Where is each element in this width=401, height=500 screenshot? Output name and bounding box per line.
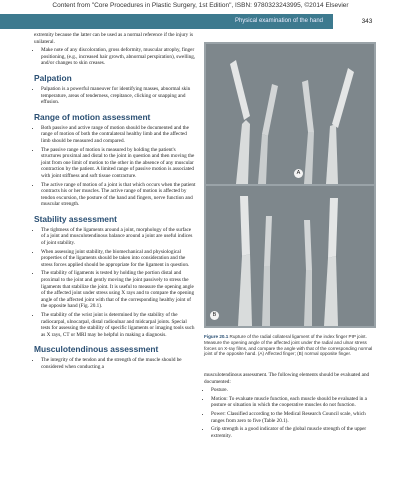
list-item: • Power: Classified according to the Medical Research Council scale, which ranges from zero to five (Table 20.1). (211, 411, 376, 424)
xray-image (290, 44, 374, 184)
list-item: • Both passive and active range of motion should be documented and the range of motion of both the contralateral healthy limb and the affected limb should be measured and compared. (41, 125, 196, 145)
page-number: 343 (333, 14, 401, 29)
xray-figure (204, 42, 376, 328)
list-item: • The active range of motion of a joint is that which occurs when the patient contracts his or her muscles. The active range of motion is affected by tendon excursion, the posture of the hand and fingers, nerve function and muscular strength. (41, 182, 196, 208)
xray-image (206, 44, 290, 184)
section-heading-stability: Stability assessment (34, 213, 117, 224)
list-item: • When assessing joint stability, the biomechanical and physiological properties of the ligaments should be taken into consideration and the stress forces applied should be appropriate for the ligament in question. (41, 249, 196, 269)
figure-caption-text: Rupture of the radial collateral ligament of the index finger PIP joint. Measure the opening angle of the affected joint under the radial and ulnar stress forces on X-ray films, and compare the angle with that of the corresponding normal joint of the opposite hand. (A) Affected finger; (B) normal opposite finger. (204, 334, 373, 357)
list-item: • The tightness of the ligaments around a joint, morphology of the surface of a joint and musculotendinous balance around a joint are useful indices of joint stability. (41, 227, 196, 247)
list-item: • Posture. (211, 387, 376, 394)
palpation-list (34, 86, 196, 106)
list-item: • The passive range of motion is measured by holding the patient's structures proximal and distal to the joint in question and then moving the joint from one limit of motion to the other in the absence of any muscular contraction by the patient. A limited range of passive motion is associated with joint stiffness and soft tissue contracture. (41, 147, 196, 180)
right-column (204, 372, 376, 442)
intro-paragraph: musculotendinous assessment. The following elements should be evaluated and documented: (204, 372, 370, 385)
section-heading-musculotendinous: Musculotendinous assessment (34, 344, 159, 355)
rom-list (34, 125, 196, 208)
figure-caption-label: Figure 20.1 (204, 334, 229, 339)
figure-label-a: A (294, 169, 303, 178)
musculo-list (34, 357, 196, 370)
xray-panel-a-stress-2 (290, 44, 374, 184)
stability-list (34, 227, 196, 339)
observation-list (34, 47, 196, 67)
running-header (0, 14, 401, 29)
list-item: • The stability of the wrist joint is determined by the stability of the radiocarpal, ulnocarpal, distal radioulnar and midcarpal joints. Special tests for assessing the stability of specific ligaments or imaging tools such as X rays, CT or MRI may be helpful in making a diagnosis. (41, 312, 196, 338)
section-heading-palpation: Palpation (34, 72, 72, 83)
running-title: Physical examination of the hand (234, 18, 323, 24)
section-heading-range-of-motion: Range of motion assessment (34, 111, 151, 122)
intro-paragraph: extremity because the latter can be used as a normal reference if the injury is unilateral. (34, 32, 194, 45)
list-item: • The stability of ligaments is tested by holding the portion distal and proximal to the joint and gently moving the joint passively to stress the ligaments that stabilize the joint. It is useful to measure the opening angle of the affected joint under stress using X rays and to compare the opening angle of the affected joint with that of the corresponding healthy joint of the opposite hand (Fig. 20.1). (41, 270, 196, 310)
list-item: • Palpation is a powerful maneuver for identifying masses, abnormal skin temperature, areas of tenderness, crepitance, clicking or snapping and effusion. (41, 86, 196, 106)
xray-image (290, 186, 374, 326)
xray-panel-b-stress-1 (206, 186, 290, 326)
figure-caption (204, 334, 376, 357)
source-banner: Content from "Core Procedures in Plastic Surgery, 1st Edition", ISBN: 9780323243995, ©2014 Elsevier (52, 2, 349, 9)
list-item: • Make note of any discoloration, gross deformity, muscular atrophy, finger positioning, (e.g., increased hair growth, abnormal perspiration), swelling, and/or changes to skin creases. (41, 47, 196, 67)
xray-panel-a-stress-1 (206, 44, 290, 184)
musculo-elements-list (204, 387, 376, 439)
list-item: • The integrity of the tendon and the strength of the muscle should be considered when conducting a (41, 357, 196, 370)
figure-label-b: B (210, 311, 219, 320)
list-item: • Motion: To evaluate muscle function, each muscle should be evaluated in a posture or situation in which the cooperative muscles do not function. (211, 396, 376, 409)
xray-panel-b-stress-2 (290, 186, 374, 326)
xray-image (206, 186, 290, 326)
left-column (34, 32, 196, 374)
list-item: • Grip strength is a good indicator of the global muscle strength of the upper extremity. (211, 426, 376, 439)
